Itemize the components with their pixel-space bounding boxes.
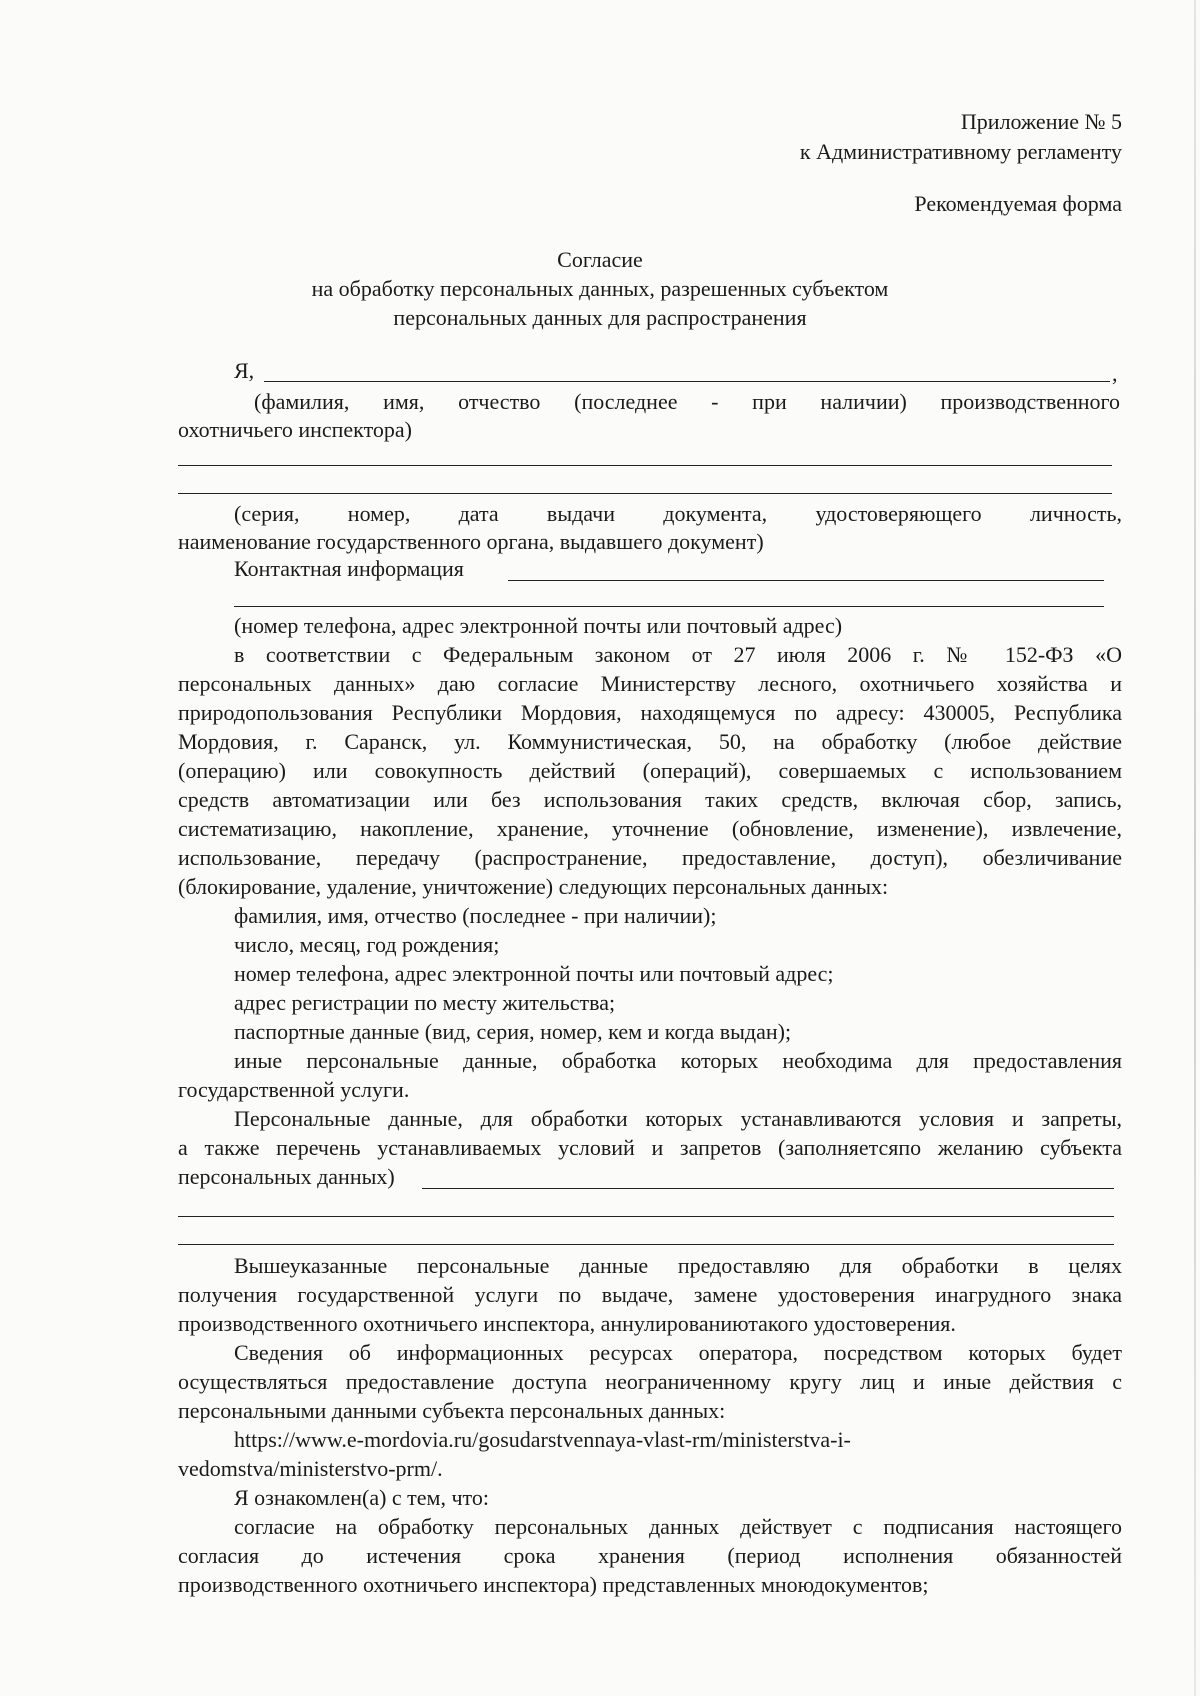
data-list-item: фамилия, имя, отчество (последнее - при наличии); (234, 903, 717, 928)
fio-comma: , (1112, 361, 1118, 386)
other-data-line-2: государственной услуги. (178, 1077, 410, 1102)
data-list-item: число, месяц, год рождения; (234, 932, 500, 957)
restrictions-input-line-2[interactable] (178, 1216, 1114, 1217)
consent-line-8: использование, передачу (распространение, предоставление, доступ), обезличивание (178, 845, 1122, 870)
resource-url-line-2: vedomstva/ministerstvo-prm/. (178, 1456, 443, 1481)
consent-line-3: природопользования Республики Мордовия, находящемуся по адресу: 430005, Республика (178, 700, 1122, 725)
data-list-item: адрес регистрации по месту жительства; (234, 990, 616, 1015)
fio-hint-line-2: охотничьего инспектора) (178, 417, 412, 442)
appendix-number: Приложение № 5 (960, 109, 1122, 134)
acknowledge-line-3: производственного охотничьего инспектора) представленных мноюдокументов; (178, 1572, 929, 1597)
resource-url-line-1: https://www.e-mordovia.ru/gosudarstvennaya-vlast-rm/ministerstva-i- (234, 1427, 851, 1452)
other-data-line-1: иные персональные данные, обработка которых необходима для предоставления (234, 1048, 1122, 1073)
document-input-line-2[interactable] (178, 493, 1112, 494)
document-hint-line-2: наименование государственного органа, выдавшего документ) (178, 529, 764, 554)
acknowledge-line-1: согласие на обработку персональных данных действует с подписания настоящего (234, 1514, 1122, 1539)
consent-line-9: (блокирование, удаление, уничтожение) следующих персональных данных: (178, 874, 889, 899)
contact-label: Контактная информация (234, 556, 464, 581)
fio-input-line[interactable] (264, 381, 1110, 382)
consent-line-1: в соответствии с Федеральным законом от 27 июля 2006 г. № 152-ФЗ «О (234, 642, 1122, 667)
contact-input-line-2[interactable] (234, 606, 1104, 607)
ya-label: Я, (234, 358, 255, 383)
purpose-line-1: Вышеуказанные персональные данные предоставляю для обработки в целях (234, 1253, 1122, 1278)
purpose-line-3: производственного охотничьего инспектора, аннулированиютакого удостоверения. (178, 1311, 956, 1336)
consent-line-2: персональных данных» даю согласие Министерству лесного, охотничьего хозяйства и (178, 671, 1122, 696)
restrictions-input-line-1[interactable] (422, 1188, 1114, 1189)
consent-line-7: систематизацию, накопление, хранение, уточнение (обновление, изменение), извлечение, (178, 816, 1122, 841)
document-hint-line-1: (серия, номер, дата выдачи документа, удостоверяющего личность, (234, 501, 1122, 526)
resources-line-2: осуществляться предоставление доступа неограниченному кругу лиц и иные действия с (178, 1369, 1122, 1394)
restrictions-line-2: а также перечень устанавливаемых условий и запретов (заполняетсяпо желанию субъекта (178, 1135, 1122, 1160)
restrictions-input-line-3[interactable] (178, 1244, 1114, 1245)
resources-line-3: персональными данными субъекта персональных данных: (178, 1398, 726, 1423)
restrictions-line-3: персональных данных) (178, 1164, 395, 1189)
resources-line-1: Сведения об информационных ресурсах оператора, посредством которых будет (234, 1340, 1122, 1365)
consent-line-5: (операцию) или совокупность действий (операций), совершаемых с использованием (178, 758, 1122, 783)
document-subtitle-1: на обработку персональных данных, разрешенных субъектом (311, 276, 889, 301)
purpose-line-2: получения государственной услуги по выдаче, замене удостоверения инагрудного знака (178, 1282, 1122, 1307)
data-list-item: номер телефона, адрес электронной почты или почтовый адрес; (234, 961, 834, 986)
contact-input-line-1[interactable] (508, 580, 1104, 581)
document-title: Согласие (557, 247, 643, 272)
acknowledge-line-2: согласия до истечения срока хранения (период исполнения обязанностей (178, 1543, 1122, 1568)
consent-line-4: Мордовия, г. Саранск, ул. Коммунистическая, 50, на обработку (любое действие (178, 729, 1122, 754)
restrictions-line-1: Персональные данные, для обработки которых устанавливаются условия и запреты, (234, 1106, 1122, 1131)
form-type: Рекомендуемая форма (914, 191, 1122, 216)
document-subtitle-2: персональных данных для распространения (393, 305, 807, 330)
regulation-reference: к Административному регламенту (799, 139, 1122, 164)
contact-hint: (номер телефона, адрес электронной почты или почтовый адрес) (234, 613, 843, 638)
fio-hint-line-1: (фамилия, имя, отчество (последнее - при наличии) производственного (254, 389, 1120, 414)
document-input-line-1[interactable] (178, 465, 1112, 466)
data-list-item: паспортные данные (вид, серия, номер, кем и когда выдан); (234, 1019, 792, 1044)
consent-line-6: средств автоматизации или без использования таких средств, включая сбор, запись, (178, 787, 1122, 812)
acknowledge-intro: Я ознакомлен(а) с тем, что: (234, 1485, 489, 1510)
